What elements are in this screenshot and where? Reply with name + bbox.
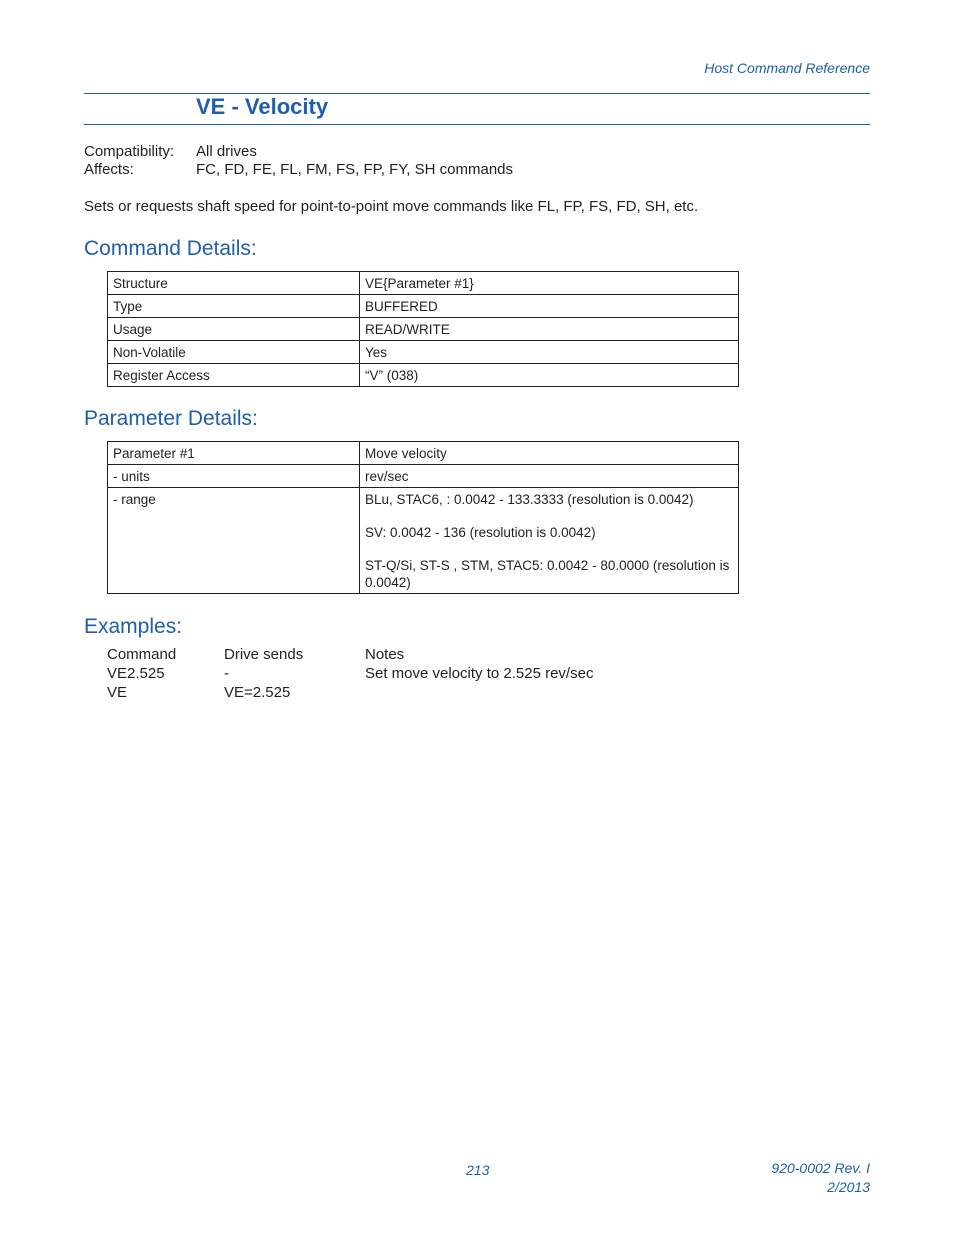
- column-header-notes: Notes: [365, 646, 405, 663]
- table-row: [108, 442, 739, 465]
- table-cell-value: Yes: [360, 341, 739, 364]
- example-command: VE: [107, 684, 128, 701]
- command-details-table: [107, 271, 739, 387]
- title-rule-bottom: [84, 124, 870, 125]
- range-line: BLu, STAC6, : 0.0042 - 133.3333 (resolution is 0.0042): [365, 492, 694, 507]
- table-cell-label: Usage: [108, 318, 360, 341]
- table-row: [108, 364, 739, 387]
- range-line: SV: 0.0042 - 136 (resolution is 0.0042): [365, 525, 596, 540]
- table-row: [108, 295, 739, 318]
- table-cell-label: Non-Volatile: [108, 341, 360, 364]
- table-row: [108, 272, 739, 295]
- doc-revision: 920-0002 Rev. I: [771, 1160, 870, 1176]
- parameter-details-table: [107, 441, 739, 594]
- description: Sets or requests shaft speed for point-to-point move commands like FL, FP, FS, FD, SH, etc.: [84, 198, 699, 215]
- table-cell-label: - units: [108, 465, 360, 488]
- table-row: [108, 341, 739, 364]
- table-cell-label: Register Access: [108, 364, 360, 387]
- page-number: 213: [466, 1162, 490, 1178]
- page-title: VE - Velocity: [196, 94, 329, 119]
- range-line: ST-Q/Si, ST-S , STM, STAC5: 0.0042 - 80.0000 (resolution is 0.0042): [365, 558, 730, 590]
- compatibility-value: All drives: [196, 143, 257, 160]
- compatibility-label: Compatibility:: [84, 143, 175, 160]
- example-drive-sends: VE=2.525: [224, 684, 291, 701]
- example-drive-sends: -: [224, 665, 229, 682]
- table-cell-value: Move velocity: [360, 442, 739, 465]
- affects-value: FC, FD, FE, FL, FM, FS, FP, FY, SH commands: [196, 161, 513, 178]
- column-header-drive-sends: Drive sends: [224, 646, 304, 663]
- doc-date: 2/2013: [827, 1179, 870, 1195]
- table-cell-label: - range: [108, 488, 360, 594]
- table-cell-label: Parameter #1: [108, 442, 360, 465]
- range-cell: [360, 488, 739, 594]
- table-cell-value: READ/WRITE: [360, 318, 739, 341]
- parameter-details-heading: Parameter Details:: [84, 407, 258, 430]
- table-cell-value: “V” (038): [360, 364, 739, 387]
- column-header-command: Command: [107, 646, 177, 663]
- examples-heading: Examples:: [84, 615, 183, 638]
- footer-revision: [771, 1159, 870, 1197]
- table-cell-value: VE{Parameter #1}: [360, 272, 739, 295]
- table-cell-label: Structure: [108, 272, 360, 295]
- table-cell-value: rev/sec: [360, 465, 739, 488]
- example-notes: Set move velocity to 2.525 rev/sec: [365, 665, 594, 682]
- affects-label: Affects:: [84, 161, 134, 178]
- table-row: [108, 318, 739, 341]
- table-row: [108, 465, 739, 488]
- command-details-heading: Command Details:: [84, 237, 257, 260]
- table-cell-label: Type: [108, 295, 360, 318]
- example-command: VE2.525: [107, 665, 165, 682]
- table-row: [108, 488, 739, 594]
- running-header: Host Command Reference: [704, 60, 870, 76]
- table-cell-value: BUFFERED: [360, 295, 739, 318]
